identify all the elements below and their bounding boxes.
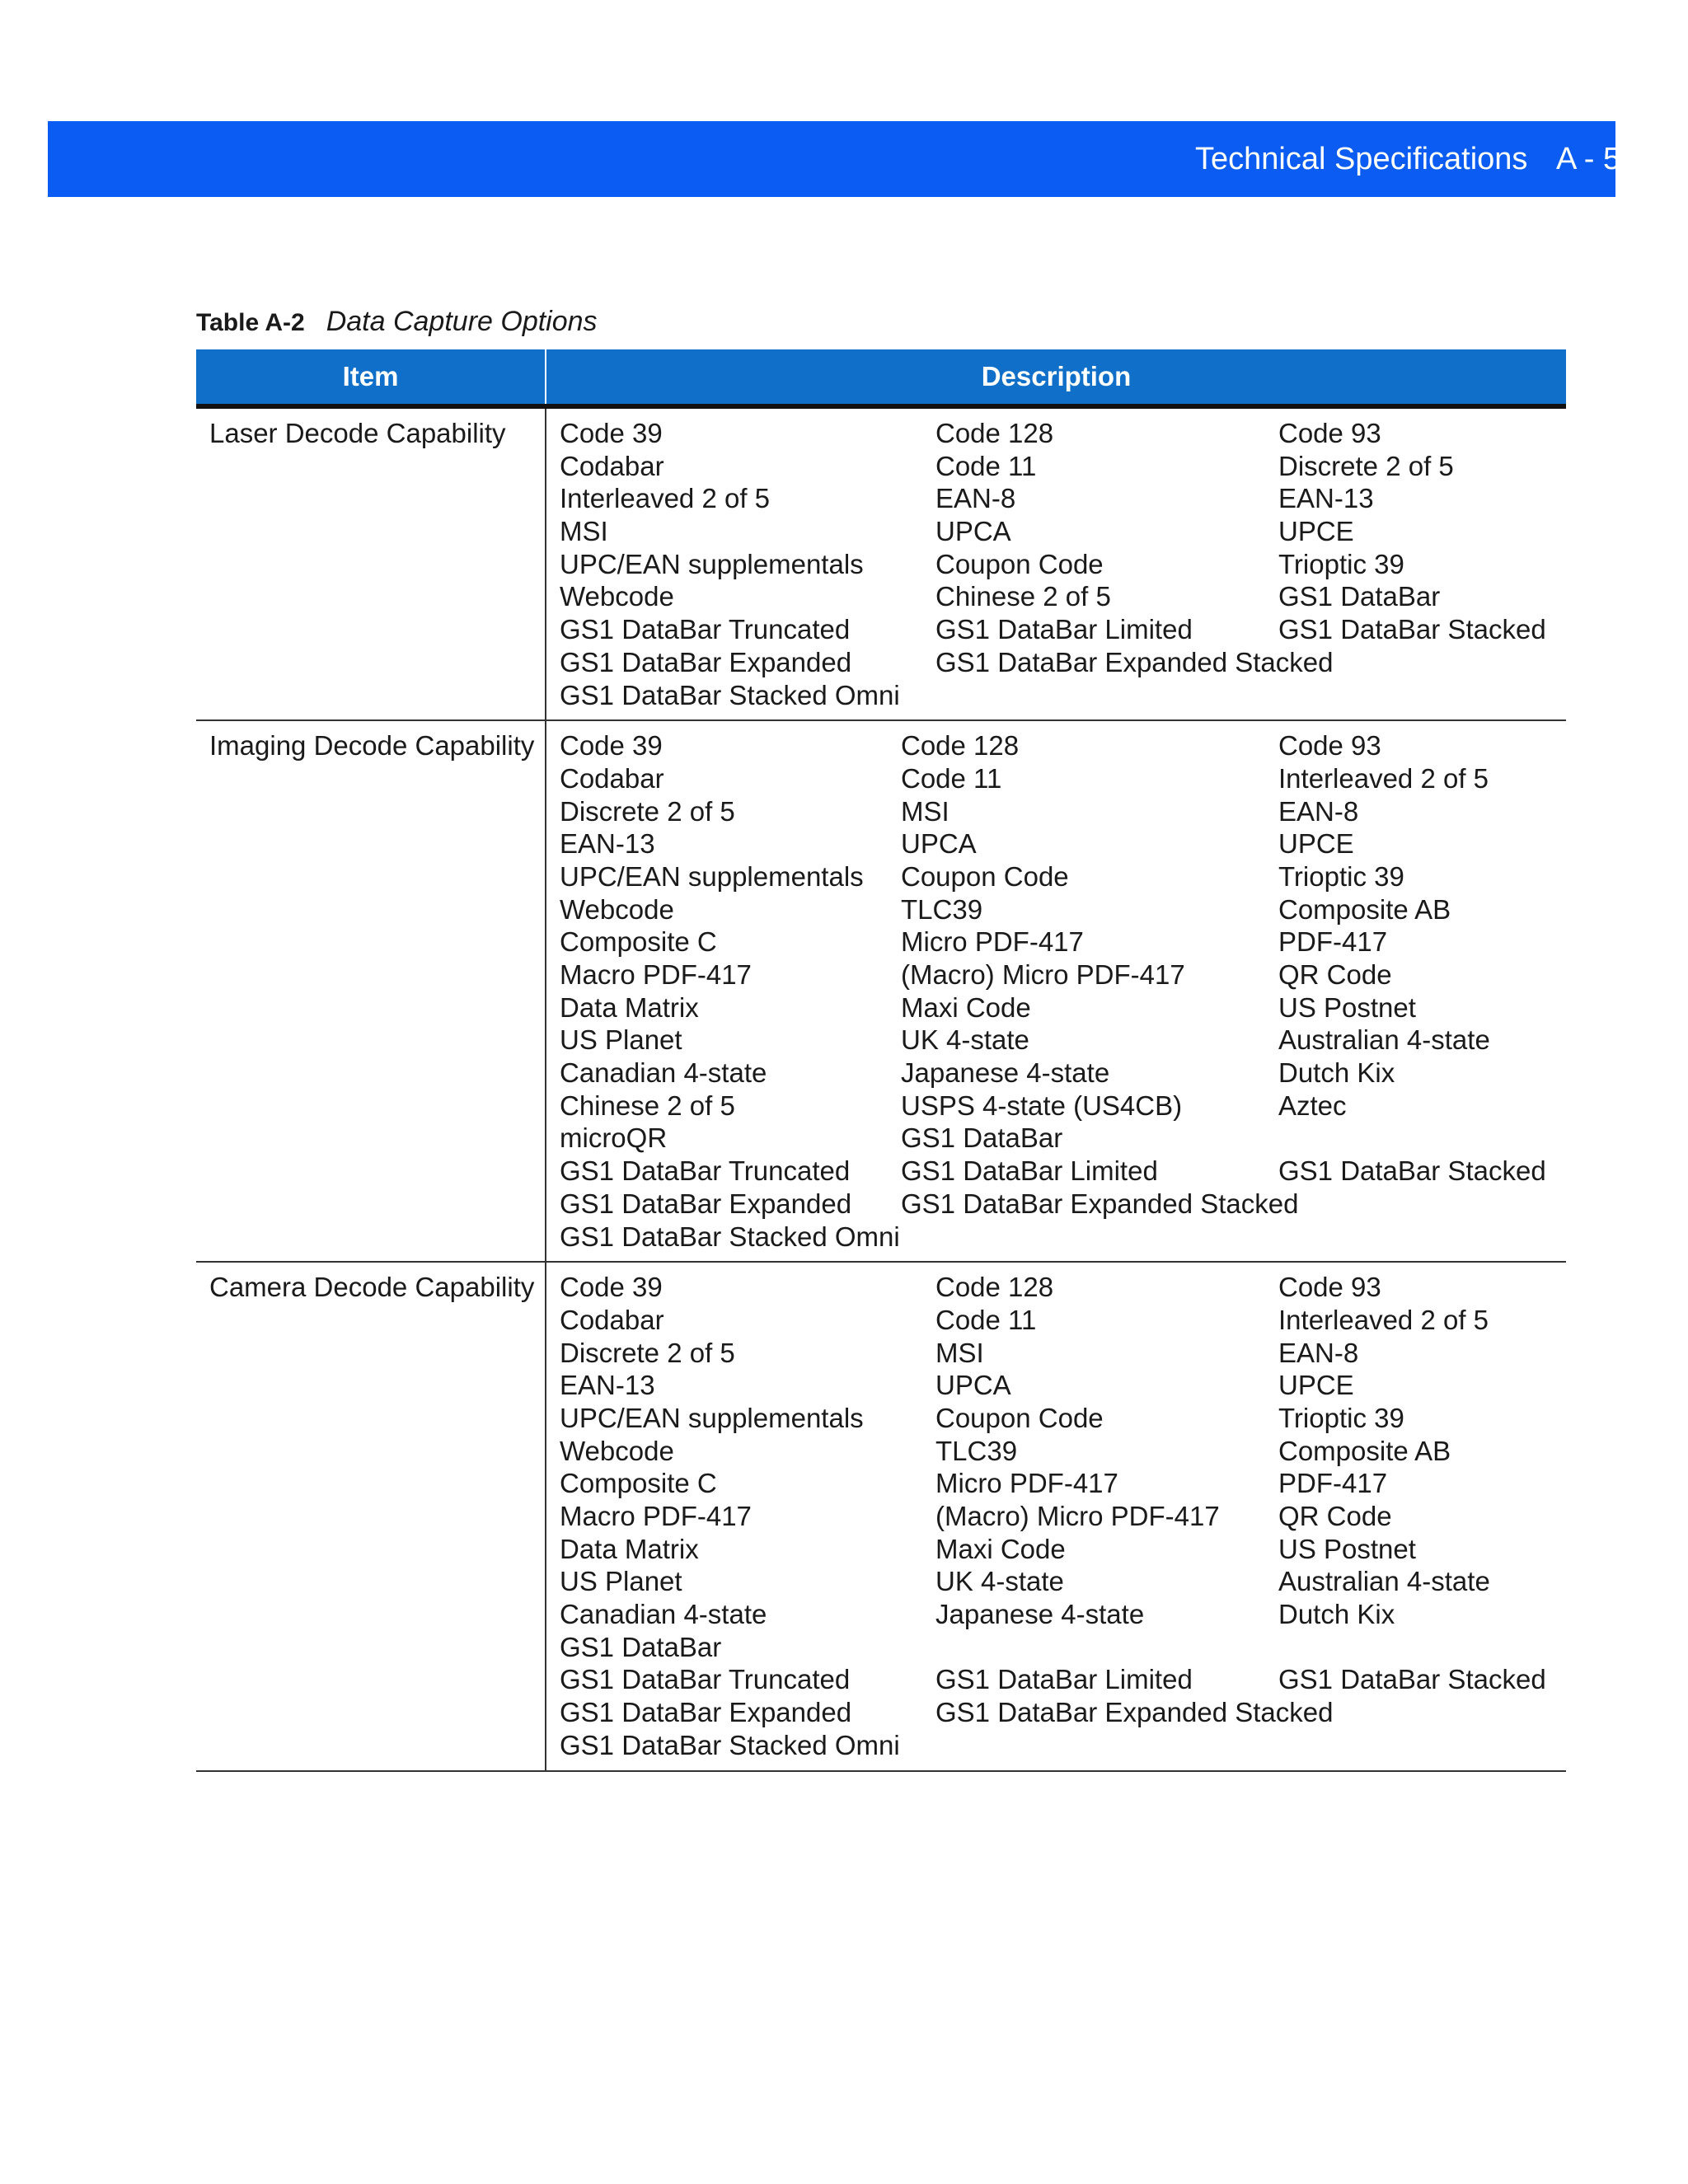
description-line	[560, 1533, 1566, 1566]
symbology-entry: (Macro) Micro PDF-417	[901, 959, 1185, 990]
symbology-entry: UPCE	[1278, 828, 1354, 860]
description-line	[560, 893, 1566, 926]
description-cell	[546, 406, 1566, 720]
table-row	[196, 406, 1566, 720]
table-caption-label: Table A-2	[196, 309, 305, 336]
symbology-entry: EAN-13	[1278, 483, 1374, 514]
description-line	[560, 1369, 1566, 1402]
symbology-entry: GS1 DataBar Stacked Omni	[560, 1221, 900, 1252]
symbology-entry: Japanese 4-state	[901, 1057, 1110, 1089]
symbology-entry: QR Code	[1278, 1501, 1392, 1531]
symbology-entry: UK 4-state	[935, 1566, 1064, 1597]
description-line	[560, 1122, 1566, 1155]
column-header-item: Item	[196, 349, 546, 406]
description-line	[560, 926, 1566, 958]
symbology-entry: EAN-13	[560, 1370, 655, 1401]
symbology-entry: Micro PDF-417	[935, 1468, 1118, 1499]
symbology-entry: US Postnet	[1278, 1533, 1416, 1564]
symbology-entry: GS1 DataBar Stacked	[1278, 1155, 1546, 1187]
symbology-entry: GS1 DataBar Expanded	[560, 646, 852, 677]
symbology-entry: Webcode	[560, 893, 674, 925]
data-capture-table	[196, 349, 1566, 1772]
symbology-entry: EAN-8	[1278, 795, 1359, 827]
header-title: Technical Specifications	[1195, 142, 1528, 176]
symbology-entry: GS1 DataBar Expanded	[560, 1697, 852, 1728]
symbology-entry: Aztec	[1278, 1090, 1347, 1121]
description-line	[560, 762, 1566, 795]
description-line	[560, 1057, 1566, 1090]
symbology-entry: Coupon Code	[935, 1402, 1104, 1433]
symbology-entry: MSI	[560, 516, 608, 547]
description-cell	[546, 720, 1566, 1262]
symbology-entry: PDF-417	[1278, 1468, 1388, 1499]
symbology-entry: UPCE	[1278, 516, 1354, 547]
symbology-entry: USPS 4-state (US4CB)	[901, 1090, 1183, 1121]
description-line	[560, 1467, 1566, 1500]
header-page-number: A - 5	[1556, 142, 1621, 176]
table-caption-title: Data Capture Options	[326, 306, 598, 337]
table-header-row	[196, 349, 1566, 406]
symbology-entry: Composite C	[560, 926, 717, 958]
symbology-entry: US Planet	[560, 1566, 682, 1597]
symbology-entry: Maxi Code	[901, 991, 1031, 1023]
symbology-entry: EAN-13	[560, 828, 655, 860]
symbology-entry: Code 11	[935, 450, 1037, 481]
description-line	[560, 729, 1566, 762]
description-line	[560, 1565, 1566, 1598]
symbology-entry: Code 93	[1278, 730, 1381, 762]
description-line	[560, 1221, 1566, 1254]
symbology-entry: GS1 DataBar Expanded Stacked	[935, 1697, 1334, 1728]
description-line	[560, 679, 1566, 712]
page-header-bar	[48, 121, 1621, 197]
description-line	[560, 482, 1566, 515]
symbology-entry: Trioptic 39	[1278, 1402, 1404, 1433]
symbology-entry: UPCA	[935, 1370, 1011, 1401]
symbology-entry: Trioptic 39	[1278, 860, 1404, 892]
description-line	[560, 1500, 1566, 1533]
description-list	[560, 729, 1566, 1253]
symbology-entry: GS1 DataBar Limited	[935, 1664, 1193, 1695]
description-line	[560, 1304, 1566, 1337]
table-row	[196, 1262, 1566, 1770]
symbology-entry: Macro PDF-417	[560, 1501, 752, 1531]
symbology-entry: Trioptic 39	[1278, 548, 1404, 579]
symbology-entry: US Postnet	[1278, 991, 1416, 1023]
symbology-entry: GS1 DataBar Expanded Stacked	[935, 646, 1334, 677]
symbology-entry: Codabar	[560, 450, 664, 481]
column-header-description: Description	[546, 349, 1566, 406]
symbology-entry: Data Matrix	[560, 1533, 699, 1564]
symbology-entry: UK 4-state	[901, 1024, 1029, 1056]
description-list	[560, 1271, 1566, 1761]
description-line	[560, 860, 1566, 893]
description-line	[560, 613, 1566, 646]
symbology-entry: UPCA	[901, 828, 977, 860]
symbology-entry: UPC/EAN supplementals	[560, 860, 864, 892]
symbology-entry: GS1 DataBar Stacked	[1278, 1664, 1546, 1695]
symbology-entry: EAN-8	[935, 483, 1016, 514]
item-cell: Laser Decode Capability	[196, 406, 546, 720]
symbology-entry: Code 128	[935, 1272, 1054, 1303]
description-line	[560, 417, 1566, 450]
symbology-entry: Dutch Kix	[1278, 1599, 1395, 1630]
description-line	[560, 1631, 1566, 1664]
symbology-entry: GS1 DataBar Stacked Omni	[560, 1729, 900, 1760]
symbology-entry: GS1 DataBar Truncated	[560, 614, 851, 645]
symbology-entry: Composite AB	[1278, 893, 1451, 925]
symbology-entry: microQR	[560, 1122, 668, 1154]
symbology-entry: Data Matrix	[560, 991, 699, 1023]
description-line	[560, 827, 1566, 860]
symbology-entry: PDF-417	[1278, 926, 1388, 958]
symbology-entry: Canadian 4-state	[560, 1599, 767, 1630]
symbology-entry: MSI	[901, 795, 950, 827]
symbology-entry: UPCE	[1278, 1370, 1354, 1401]
symbology-entry: Maxi Code	[935, 1533, 1066, 1564]
symbology-entry: Interleaved 2 of 5	[1278, 762, 1489, 794]
symbology-entry: UPC/EAN supplementals	[560, 1402, 864, 1433]
description-line	[560, 1663, 1566, 1696]
description-line	[560, 646, 1566, 679]
description-line	[560, 958, 1566, 991]
symbology-entry: GS1 DataBar Truncated	[560, 1664, 851, 1695]
symbology-entry: Code 39	[560, 418, 663, 448]
description-line	[560, 1598, 1566, 1631]
symbology-entry: GS1 DataBar	[901, 1122, 1063, 1154]
symbology-entry: US Planet	[560, 1024, 682, 1056]
symbology-entry: GS1 DataBar Limited	[935, 614, 1193, 645]
description-line	[560, 580, 1566, 613]
symbology-entry: TLC39	[935, 1435, 1018, 1466]
symbology-entry: Webcode	[560, 581, 674, 612]
description-line	[560, 1155, 1566, 1188]
symbology-entry: GS1 DataBar Stacked Omni	[560, 679, 900, 710]
description-line	[560, 1435, 1566, 1468]
symbology-entry: Coupon Code	[901, 860, 1069, 892]
item-cell: Camera Decode Capability	[196, 1262, 546, 1770]
description-line	[560, 1188, 1566, 1221]
description-line	[560, 1696, 1566, 1729]
symbology-entry: (Macro) Micro PDF-417	[935, 1501, 1220, 1531]
symbology-entry: GS1 DataBar Stacked	[1278, 614, 1546, 645]
description-line	[560, 1729, 1566, 1762]
description-line	[560, 515, 1566, 548]
item-cell: Imaging Decode Capability	[196, 720, 546, 1262]
symbology-entry: Discrete 2 of 5	[1278, 450, 1454, 481]
symbology-entry: Micro PDF-417	[901, 926, 1084, 958]
symbology-entry: Japanese 4-state	[935, 1599, 1145, 1630]
symbology-entry: Code 11	[901, 762, 1002, 794]
symbology-entry: Code 39	[560, 730, 663, 762]
description-line	[560, 1337, 1566, 1370]
symbology-entry: Interleaved 2 of 5	[1278, 1304, 1489, 1335]
table-row	[196, 720, 1566, 1262]
symbology-entry: UPC/EAN supplementals	[560, 548, 864, 579]
symbology-entry: QR Code	[1278, 959, 1392, 990]
description-line	[560, 991, 1566, 1024]
symbology-entry: Composite AB	[1278, 1435, 1451, 1466]
symbology-entry: Code 128	[935, 418, 1054, 448]
symbology-entry: Code 11	[935, 1304, 1037, 1335]
symbology-entry: Code 93	[1278, 418, 1381, 448]
description-line	[560, 1271, 1566, 1304]
symbology-entry: Chinese 2 of 5	[935, 581, 1111, 612]
symbology-entry: GS1 DataBar Expanded Stacked	[901, 1188, 1299, 1219]
description-line	[560, 450, 1566, 483]
symbology-entry: Codabar	[560, 762, 664, 794]
symbology-entry: Code 39	[560, 1272, 663, 1303]
symbology-entry: TLC39	[901, 893, 983, 925]
symbology-entry: EAN-8	[1278, 1337, 1359, 1368]
symbology-entry: GS1 DataBar Truncated	[560, 1155, 851, 1187]
symbology-entry: Composite C	[560, 1468, 717, 1499]
symbology-entry: Interleaved 2 of 5	[560, 483, 771, 514]
symbology-entry: Codabar	[560, 1304, 664, 1335]
symbology-entry: GS1 DataBar	[1278, 581, 1441, 612]
symbology-entry: Australian 4-state	[1278, 1024, 1490, 1056]
symbology-entry: Macro PDF-417	[560, 959, 752, 990]
symbology-entry: GS1 DataBar Expanded	[560, 1188, 852, 1219]
symbology-entry: MSI	[935, 1337, 984, 1368]
description-list	[560, 417, 1566, 711]
description-line	[560, 1402, 1566, 1435]
symbology-entry: GS1 DataBar Limited	[901, 1155, 1158, 1187]
table-caption	[196, 303, 598, 340]
symbology-entry: Chinese 2 of 5	[560, 1090, 735, 1121]
description-line	[560, 1090, 1566, 1122]
description-line	[560, 1024, 1566, 1057]
description-cell	[546, 1262, 1566, 1770]
symbology-entry: Code 93	[1278, 1272, 1381, 1303]
description-line	[560, 548, 1566, 581]
symbology-entry: Discrete 2 of 5	[560, 1337, 735, 1368]
symbology-entry: Code 128	[901, 730, 1020, 762]
symbology-entry: UPCA	[935, 516, 1011, 547]
description-line	[560, 795, 1566, 828]
symbology-entry: Canadian 4-state	[560, 1057, 767, 1089]
symbology-entry: Coupon Code	[935, 548, 1104, 579]
symbology-entry: Australian 4-state	[1278, 1566, 1490, 1597]
symbology-entry: Webcode	[560, 1435, 674, 1466]
symbology-entry: Discrete 2 of 5	[560, 795, 735, 827]
symbology-entry: Dutch Kix	[1278, 1057, 1395, 1089]
symbology-entry: GS1 DataBar	[560, 1631, 722, 1662]
